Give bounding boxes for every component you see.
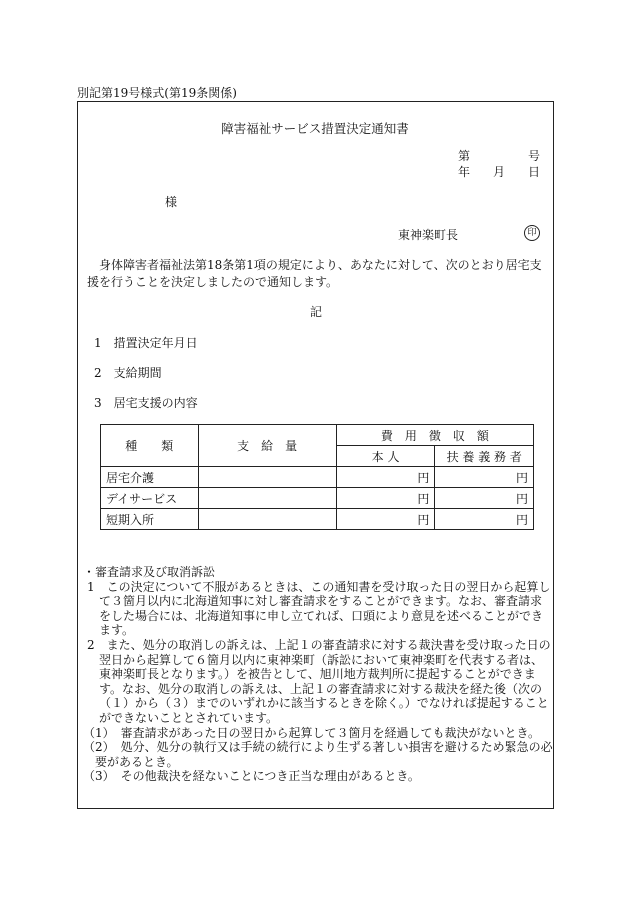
row-type: 短期入所 <box>101 509 199 530</box>
issuer-name: 東神楽町長 <box>398 228 459 242</box>
form-label: 別記第19号様式(第19条関係) <box>77 86 237 100</box>
recipient-suffix: 様 <box>165 195 178 209</box>
fee-table <box>100 424 534 530</box>
notes-section <box>83 565 553 784</box>
table-row <box>101 488 534 509</box>
note-1: 1 この決定について不服があるときは、この通知書を受け取った日の翌日から起算して３箇月以内に北海道知事に対し審査請求をすることができます。なお、審査請求をした場合には、北海道知事に申し立てれば、口頭により意見を述べることができます。 <box>87 579 551 638</box>
date-day: 日 <box>528 165 541 179</box>
table-header-row <box>101 425 534 446</box>
header-self: 本 人 <box>336 446 435 467</box>
notes-heading: ・審査請求及び取消訴訟 <box>83 565 216 579</box>
row-amount <box>198 488 336 509</box>
note-sub-1: （1） 審査請求があった日の翌日から起算して３箇月を経過しても裁決がないとき。 <box>83 725 541 740</box>
row-supporter-yen: 円 <box>435 488 534 509</box>
item-support-content: 3 居宅支援の内容 <box>94 396 198 410</box>
header-amount: 支 給 量 <box>198 425 336 467</box>
ki-heading: 記 <box>310 305 323 319</box>
header-supporter: 扶 養 義 務 者 <box>435 446 534 467</box>
date-year: 年 <box>458 165 471 179</box>
item-payment-period: 2 支給期間 <box>94 366 162 380</box>
row-self-yen: 円 <box>336 488 435 509</box>
row-supporter-yen: 円 <box>435 509 534 530</box>
row-supporter-yen: 円 <box>435 467 534 488</box>
item-decision-date: 1 措置決定年月日 <box>94 336 198 350</box>
note-sub-2: （2） 処分、処分の執行又は手続の続行により生ずる著しい損害を避けるため緊急の必要があるとき。 <box>83 740 553 769</box>
row-self-yen: 円 <box>336 509 435 530</box>
row-amount <box>198 509 336 530</box>
document-title: 障害福祉サービス措置決定通知書 <box>221 121 409 136</box>
date-month: 月 <box>493 165 506 179</box>
header-fee: 費 用 徴 収 額 <box>336 425 533 446</box>
note-sub-3: （3） その他裁決を経ないことにつき正当な理由があるとき。 <box>83 769 420 784</box>
number-suffix: 号 <box>528 149 541 163</box>
table-row <box>101 467 534 488</box>
body-paragraph: 身体障害者福祉法第18条第1項の規定により、あなたに対して、次のとおり居宅支援を行うことを決定しましたので通知します。 <box>87 258 542 289</box>
row-type: 居宅介護 <box>101 467 199 488</box>
table-row <box>101 509 534 530</box>
row-self-yen: 円 <box>336 467 435 488</box>
number-prefix: 第 <box>458 149 471 163</box>
header-type: 種 類 <box>101 425 199 467</box>
note-2: 2 また、処分の取消しの訴えは、上記１の審査請求に対する裁決書を受け取った日の翌日から起算して６箇月以内に東神楽町（訴訟において東神楽町を代表する者は、東神楽町長となります。）を被告として、旭川地方裁判所に提起することができます。なお、処分の取消しの訴えは、上記１の審査請求に対する裁決を経た後（次の（１）から（３）までのいずれかに該当するときを除く。）でなければ提起することができないこととされています。 <box>87 637 551 725</box>
row-amount <box>198 467 336 488</box>
row-type: デイサービス <box>101 488 199 509</box>
seal-mark: 印 <box>524 225 540 241</box>
